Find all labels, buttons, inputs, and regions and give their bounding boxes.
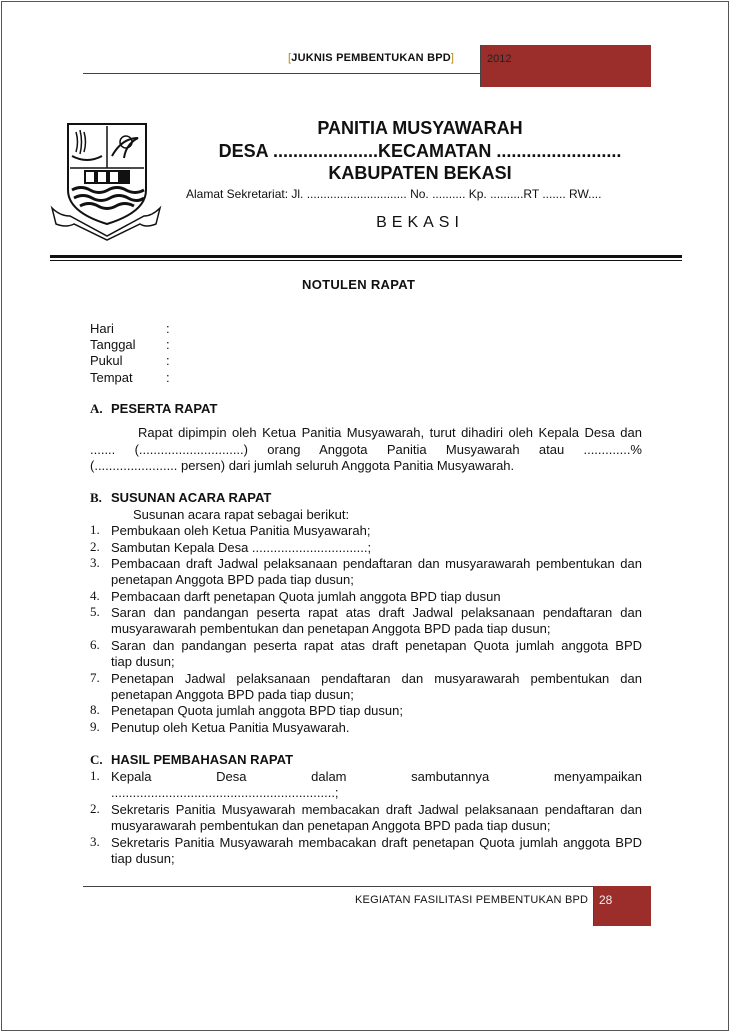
- header-title: [JUKNIS PEMBENTUKAN BPD]: [288, 52, 455, 64]
- list-item-cont: ..............................................................;: [111, 785, 339, 800]
- section-a-line1: Rapat dipimpin oleh Ketua Panitia Musyawarah, turut dihadiri oleh Kepala Desa dan: [138, 425, 642, 440]
- list-item: Pembacaan darft penetapan Quota jumlah anggota BPD tiap dusun: [111, 589, 501, 604]
- list-item: Sekretaris Panitia Musyawarah membacakan draft Jadwal pelaksanaan pendaftaran dan: [111, 802, 642, 817]
- field-colon: :: [166, 370, 170, 385]
- list-item-number: 5.: [90, 604, 100, 619]
- list-item-number: 2.: [90, 539, 100, 554]
- footer-rule: [83, 886, 593, 887]
- field-colon: :: [166, 337, 170, 352]
- list-item: Saran dan pandangan peserta rapat atas draft penetapan Quota jumlah anggota BPD: [111, 638, 642, 653]
- kabupaten-bekasi-logo-icon: [50, 120, 162, 242]
- list-item-cont: tiap dusun;: [111, 851, 175, 866]
- letterhead-line3: KABUPATEN BEKASI: [328, 163, 512, 183]
- list-item-number: 8.: [90, 702, 100, 717]
- list-item-number: 6.: [90, 637, 100, 652]
- list-item: Sambutan Kepala Desa ................................;: [111, 540, 372, 555]
- list-item-number: 9.: [90, 719, 100, 734]
- section-b-heading: B. SUSUNAN ACARA RAPAT: [90, 490, 272, 505]
- document-title: NOTULEN RAPAT: [302, 277, 416, 292]
- section-a-heading: A. PESERTA RAPAT: [90, 401, 218, 416]
- letterhead-city: BEKASI: [376, 214, 464, 231]
- field-label-pukul: Pukul: [90, 353, 123, 368]
- list-item: Penetapan Quota jumlah anggota BPD tiap dusun;: [111, 703, 403, 718]
- section-b-intro: Susunan acara rapat sebagai berikut:: [133, 507, 350, 522]
- list-item-number: 7.: [90, 670, 100, 685]
- header-accent-box: [480, 45, 651, 87]
- field-label-tanggal: Tanggal: [90, 337, 136, 352]
- list-item-number: 4.: [90, 588, 100, 603]
- list-item: Penetapan Jadwal pelaksanaan pendaftaran dan musyarawarah pembentukan dan: [111, 671, 642, 686]
- list-item: Sekretaris Panitia Musyawarah membacakan draft penetapan Quota jumlah anggota BPD: [111, 835, 642, 850]
- letterhead-rule-thin: [50, 260, 682, 261]
- list-item-cont: musyarawarah pembentukan dan penetapan Anggota BPD pada tiap dusun;: [111, 621, 551, 636]
- field-label-tempat: Tempat: [90, 370, 133, 385]
- page-number: 28: [599, 893, 613, 907]
- list-item: Penutup oleh Ketua Panitia Musyawarah.: [111, 720, 350, 735]
- section-a-line2: ....... (.............................) orang Anggota Panitia Musyawarah atau .............%: [90, 442, 642, 457]
- field-colon: :: [166, 353, 170, 368]
- list-item-cont: penetapan Anggota BPD pada tiap dusun;: [111, 572, 354, 587]
- list-item-number: 3.: [90, 834, 100, 849]
- header-year: 2012: [487, 53, 512, 65]
- list-item: Saran dan pandangan peserta rapat atas draft Jadwal pelaksanaan pendaftaran dan: [111, 605, 642, 620]
- section-c-heading: C. HASIL PEMBAHASAN RAPAT: [90, 752, 294, 767]
- list-item: Kepala Desa dalam sambutannya menyampaikan: [111, 769, 642, 784]
- list-item-cont: penetapan Anggota BPD pada tiap dusun;: [111, 687, 354, 702]
- list-item: Pembacaan draft Jadwal pelaksanaan pendaftaran dan musyarawarah pembentukan dan: [111, 556, 642, 571]
- section-a-line3: (....................... persen) dari jumlah seluruh Anggota Panitia Musyawarah.: [90, 458, 515, 473]
- letterhead-address: Alamat Sekretariat: Jl. .............................. No. .......... Kp. ..........RT ....... RW....: [186, 187, 602, 201]
- list-item-cont: tiap dusun;: [111, 654, 175, 669]
- list-item-number: 1.: [90, 768, 100, 783]
- list-item-number: 2.: [90, 801, 100, 816]
- field-label-hari: Hari: [90, 321, 114, 336]
- field-colon: :: [166, 321, 170, 336]
- footer-text: KEGIATAN FASILITASI PEMBENTUKAN BPD: [355, 894, 589, 906]
- list-item-number: 1.: [90, 522, 100, 537]
- letterhead-rule-thick: [50, 255, 682, 258]
- list-item-number: 3.: [90, 555, 100, 570]
- list-item: Pembukaan oleh Ketua Panitia Musyawarah;: [111, 523, 371, 538]
- letterhead-line2: DESA .....................KECAMATAN .........................: [218, 141, 622, 161]
- list-item-cont: musyarawarah pembentukan dan penetapan Anggota BPD pada tiap dusun;: [111, 818, 551, 833]
- letterhead-line1: PANITIA MUSYAWARAH: [317, 118, 523, 138]
